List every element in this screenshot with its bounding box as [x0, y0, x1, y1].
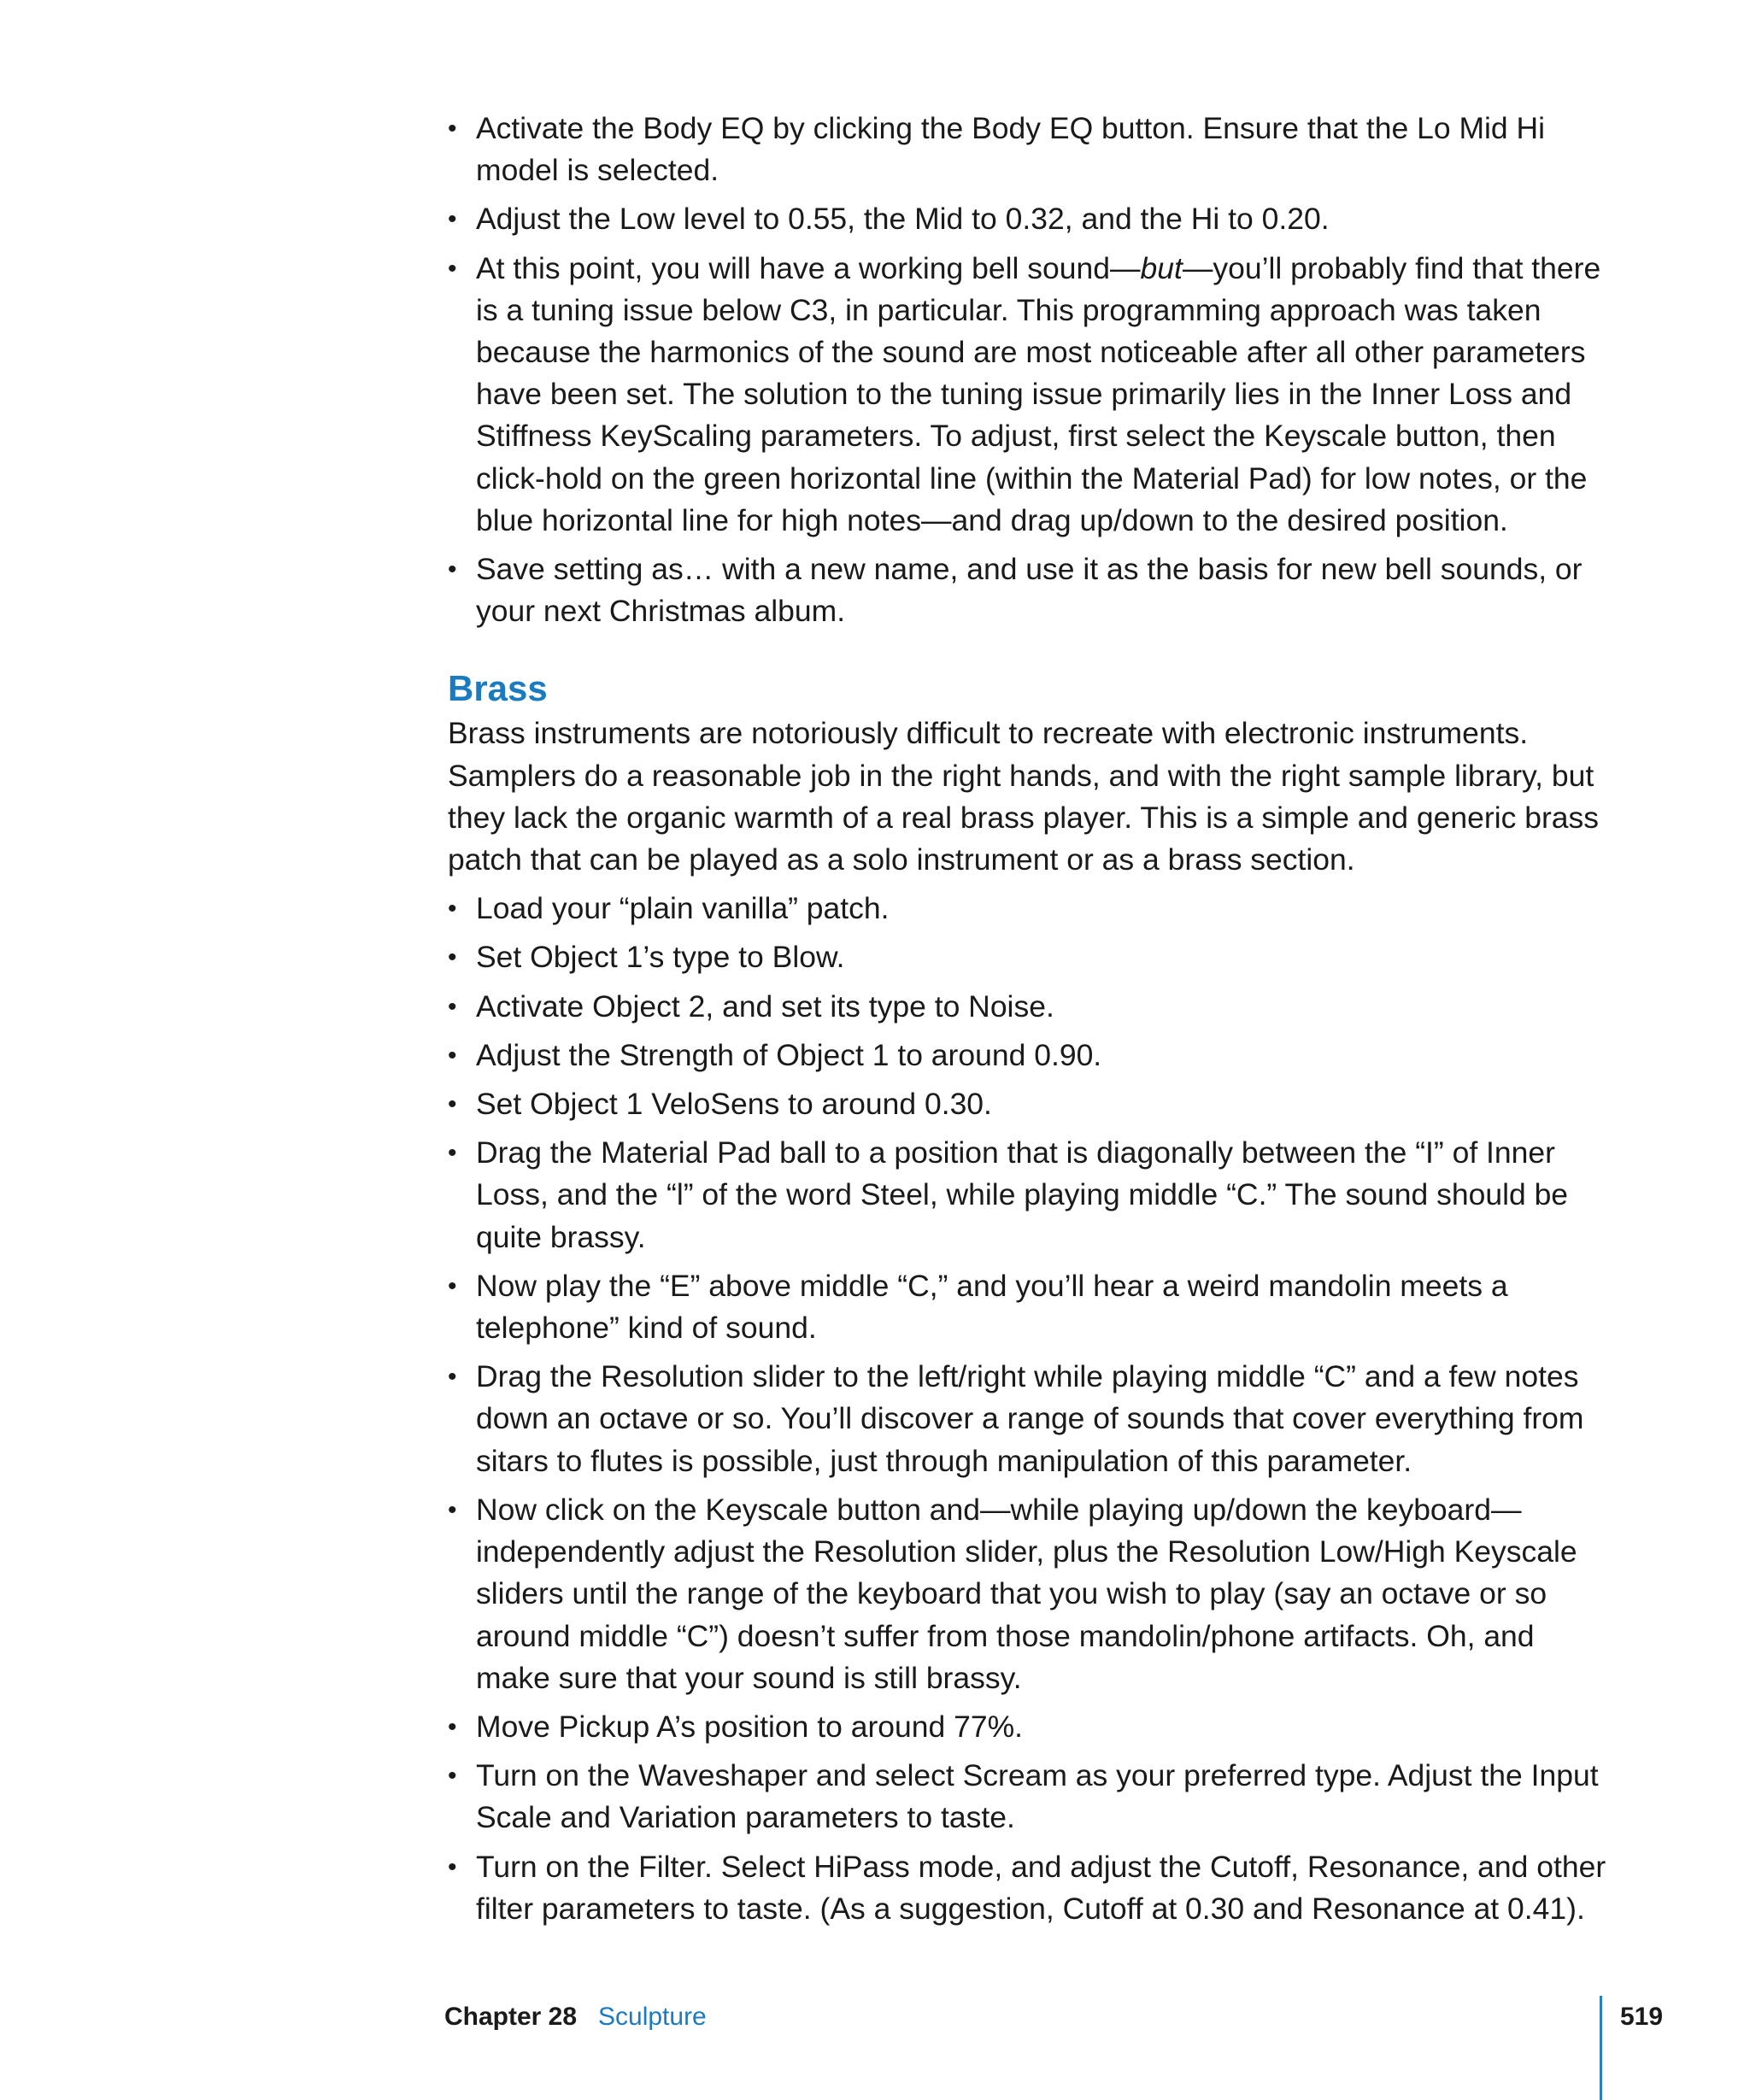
bullet-icon: • [448, 1363, 457, 1392]
bullet-icon: • [448, 1271, 457, 1300]
chapter-label: Chapter 28 [444, 2003, 578, 2031]
emphasis-text: but [1140, 250, 1183, 285]
bullet-icon: • [448, 943, 457, 972]
bullet-icon: • [448, 1712, 457, 1741]
bullet-icon: • [448, 1139, 457, 1168]
page-body [448, 108, 1610, 1937]
list-item [448, 1356, 1610, 1482]
list-item [448, 1083, 1610, 1125]
list-item [448, 986, 1610, 1028]
list-item-text: Save setting as… with a new name, and use it as the basis for new bell sounds, or your next Christmas album. [476, 552, 1583, 629]
bullet-icon: • [448, 1852, 457, 1881]
list-item-text: Drag the Material Pad ball to a position that is diagonally between the “I” of Inner Loss, and the “l” of the word Steel, while playing middle “C.” The sound should be quite brassy. [476, 1135, 1569, 1254]
list-item [448, 108, 1610, 191]
list-item [448, 248, 1610, 542]
bullet-icon: • [448, 254, 457, 283]
list-item-text: Set Object 1’s type to Blow. [476, 940, 845, 975]
list-item [448, 548, 1610, 632]
list-item [448, 1706, 1610, 1748]
bell-steps-list [448, 108, 1610, 632]
list-item [448, 1755, 1610, 1839]
list-item [448, 1265, 1610, 1349]
page-number: 519 [1620, 2003, 1664, 2031]
list-item [448, 1132, 1610, 1258]
list-item [448, 1035, 1610, 1076]
bullet-icon: • [448, 1762, 457, 1791]
list-item-text: Activate the Body EQ by clicking the Body EQ button. Ensure that the Lo Mid Hi model is selected. [476, 111, 1546, 188]
page-footer [0, 1996, 1750, 2081]
list-item [448, 936, 1610, 978]
section-heading-brass: Brass [448, 668, 548, 709]
list-item-text: Turn on the Filter. Select HiPass mode, and adjust the Cutoff, Resonance, and other filter parameters to taste. (As a suggestion, Cutoff at 0.30 and Resonance at 0.41). [476, 1849, 1606, 1926]
list-item [448, 1489, 1610, 1699]
bullet-icon: • [448, 555, 457, 584]
list-item-text: Adjust the Strength of Object 1 to around 0.90. [476, 1037, 1102, 1072]
list-item-text: Adjust the Low level to 0.55, the Mid to 0.32, and the Hi to 0.20. [476, 202, 1330, 237]
list-item-text: Now play the “E” above middle “C,” and you’ll hear a weird mandolin meets a telephone” kind of sound. [476, 1268, 1508, 1346]
bullet-icon: • [448, 992, 457, 1021]
list-item-text: Activate Object 2, and set its type to Noise. [476, 988, 1054, 1024]
bullet-icon: • [448, 895, 457, 924]
list-item-text: Turn on the Waveshaper and select Scream as your preferred type. Adjust the Input Scale and Variation parameters to taste. [476, 1758, 1599, 1835]
list-item [448, 198, 1610, 240]
bullet-icon: • [448, 114, 457, 143]
list-item-text: Set Object 1 VeloSens to around 0.30. [476, 1087, 992, 1122]
footer-divider [1600, 1996, 1602, 2100]
list-item [448, 1846, 1610, 1930]
chapter-name-link[interactable]: Sculpture [598, 2003, 707, 2031]
list-item-text-end: —you’ll probably find that there is a tuning issue below C3, in particular. This programming approach was taken because the harmonics of the sound are most noticeable after all other parameters have been set. The solution to the tuning issue primarily lies in the Inner Loss and Stiffness KeyScaling parameters. To adjust, first select the Keyscale button, then click-hold on the green horizontal line (within the Material Pad) for low notes, or the blue horizontal line for high notes—and drag up/down to the desired position. [476, 250, 1601, 537]
list-item-text: Drag the Resolution slider to the left/right while playing middle “C” and a few notes down an octave or so. You’ll discover a range of sounds that cover everything from sitars to flutes is possible, just through manipulation of this parameter. [476, 1359, 1584, 1478]
bullet-icon: • [448, 1041, 457, 1070]
list-item-text: Move Pickup A’s position to around 77%. [476, 1709, 1024, 1744]
list-item [448, 888, 1610, 930]
brass-steps-list [448, 888, 1610, 1930]
list-item-text-start: At this point, you will have a working bell sound— [476, 250, 1141, 285]
bullet-icon: • [448, 1495, 457, 1524]
bullet-icon: • [448, 205, 457, 234]
bullet-icon: • [448, 1090, 457, 1119]
list-item-text: Load your “plain vanilla” patch. [476, 891, 890, 926]
list-item-text: Now click on the Keyscale button and—while playing up/down the keyboard—independently adjust the Resolution slider, plus the Resolution Low/High Keyscale sliders until the range of the keyboard that you wish to play (say an octave or so around middle “C”) doesn’t suffer from those mandolin/phone artifacts. Oh, and make sure that your sound is still brassy. [476, 1492, 1577, 1695]
section-intro-paragraph: Brass instruments are notoriously difficult to recreate with electronic instruments. Samplers do a reasonable job in the right hands, and with the right sample library, but they lack the organic warmth of a real brass player. This is a simple and generic brass patch that can be played as a solo instrument or as a brass section. [448, 716, 1600, 877]
